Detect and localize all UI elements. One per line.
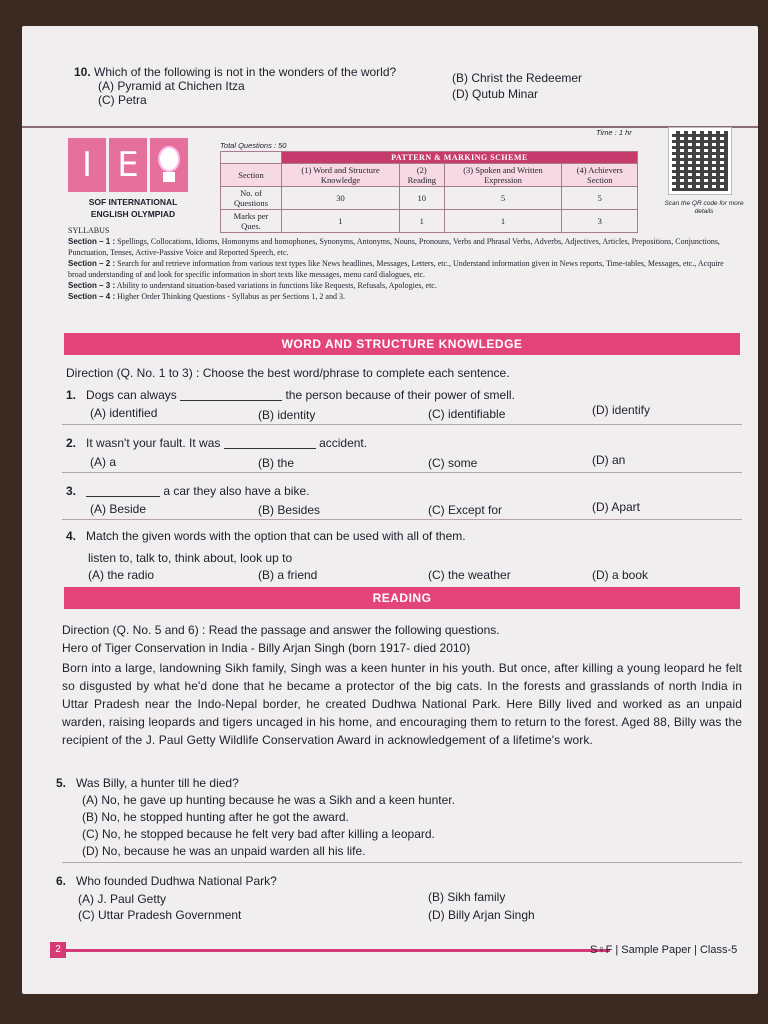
section-header-reading: READING (64, 587, 740, 609)
table-row: Marks per Ques. 1 1 1 3 (221, 210, 638, 233)
question-3: 3. a car they also have a bike. (66, 484, 310, 498)
q3-option-c: (C) Except for (428, 503, 503, 517)
question-5: 5. Was Billy, a hunter till he died? (56, 776, 239, 790)
q5-option-a: (A) No, he gave up hunting because he was a Sikh and a keen hunter. (82, 793, 455, 807)
footer-rule (62, 949, 610, 952)
reading-passage: Born into a large, landowning Sikh family, Singh was a keen hunter in his youth. But once, after killing a young leopard he felt so disgusted by what he'd done that he became a protector of the big cats. In the forests and grasslands of north India in Uttar Pradesh near the Indo-Nepal border, he created Dudhwa National Park. Here Billy lived and worked as an unpaid warden, raising leopards and tigers uncaged in his home, and encouraging them to return to the forest. Aged 88, Billy was the recipient of the J. Paul Getty Wildlife Conservation Award in acknowledgement of a lifetime's work. (62, 661, 742, 747)
logo-letter-e: E (109, 138, 147, 192)
logo-letter-i: I (68, 138, 106, 192)
q5-option-b: (B) No, he stopped hunting after he got the award. (82, 810, 349, 824)
q1-option-c: (C) identifiable (428, 407, 506, 421)
q4-option-d: (D) a book (592, 568, 649, 582)
bulb-icon (150, 138, 188, 192)
syllabus-section-3: Section – 3 : Ability to understand situation-based variations in functions like Requests, Refusals, Apologies, etc. (68, 281, 437, 290)
q2-option-c: (C) some (428, 456, 478, 470)
direction-text: Direction (Q. No. 1 to 3) : Choose the best word/phrase to complete each sentence. (66, 366, 510, 380)
divider (62, 472, 742, 473)
syllabus-section-1: Section – 1 : Spellings, Collocations, Idioms, Homonyms and homophones, Synonyms, Antonyms, Nouns, Pronouns, Verbs and Phrasal Verbs, Adverbs, Adjectives, Articles, Prepositions, Conjunctions, Punctuation, Tenses, Active-Passive Voice and Reported Speech, etc. (68, 237, 720, 257)
q1-option-a: (A) identified (90, 406, 158, 420)
qr-caption: Scan the QR code for more details (664, 200, 744, 215)
syllabus-section-2: Section – 2 : Search for and retrieve information from various text types like News headlines, Messages, Letters, etc., Understand information given in News reports, Time-tables, Messages, etc., Acquire broad understanding of and look for specific information in short texts like messages, menu card dialogues, etc. (68, 259, 724, 279)
q4-option-a: (A) the radio (88, 568, 155, 582)
q3-option-b: (B) Besides (258, 503, 321, 517)
q6-option-d: (D) Billy Arjan Singh (428, 908, 535, 922)
marking-scheme-table: PATTERN & MARKING SCHEME Section (1) Word and Structure Knowledge (2) Reading (3) Spoken and Written Expression (4) Achievers Section No. of Questions 30 10 5 5 Marks per Ques. 1 1 1 3 (220, 151, 638, 233)
footer-text: S♀F | Sample Paper | Class-5 (590, 944, 738, 956)
option-a: (A) Pyramid at Chichen Itza (98, 79, 245, 93)
q4-word-list: listen to, talk to, think about, look up to (88, 551, 293, 565)
question-2: 2. It wasn't your fault. It was accident. (66, 436, 368, 450)
question-4: 4. Match the given words with the option that can be used with all of them. (66, 529, 466, 543)
ieo-logo (68, 138, 188, 192)
table-title: PATTERN & MARKING SCHEME (281, 152, 637, 164)
syllabus-section-4: Section – 4 : Higher Order Thinking Questions - Syllabus as per Sections 1, 2 and 3. (68, 292, 345, 301)
q6-option-c: (C) Uttar Pradesh Government (78, 908, 242, 922)
q2-option-b: (B) the (258, 456, 295, 470)
option-c: (C) Petra (98, 93, 147, 107)
divider (22, 126, 758, 128)
divider (62, 862, 742, 863)
table-row: No. of Questions 30 10 5 5 (221, 187, 638, 210)
syllabus (68, 225, 742, 302)
answer-blank (224, 438, 316, 449)
answer-blank (180, 390, 282, 401)
q3-option-d: (D) Apart (592, 500, 641, 514)
option-b: (B) Christ the Redeemer (452, 71, 583, 85)
direction-text: Direction (Q. No. 5 and 6) : Read the passage and answer the following questions. (62, 623, 500, 637)
q1-option-b: (B) identity (258, 408, 316, 422)
answer-blank (86, 486, 160, 497)
divider (62, 519, 742, 520)
q5-option-d: (D) No, because he was an unpaid warden all his life. (82, 844, 366, 858)
qr-code-icon[interactable] (668, 127, 732, 195)
total-questions: Total Questions : 50 (220, 141, 287, 150)
q1-option-d: (D) identify (592, 403, 651, 417)
passage-heading: Hero of Tiger Conservation in India - Billy Arjan Singh (born 1917- died 2010) (62, 641, 471, 655)
syllabus-title: SYLLABUS (68, 226, 110, 235)
paper-sheet (22, 26, 758, 994)
option-d: (D) Qutub Minar (452, 87, 539, 101)
q2-option-a: (A) a (90, 455, 117, 469)
q4-option-c: (C) the weather (428, 568, 511, 582)
time-limit: Time : 1 hr (596, 128, 632, 137)
q3-option-a: (A) Beside (90, 502, 147, 516)
q6-option-b: (B) Sikh family (428, 890, 506, 904)
question-1: 1. Dogs can always the person because of their power of smell. (66, 388, 515, 402)
q6-option-a: (A) J. Paul Getty (78, 892, 167, 906)
q2-option-d: (D) an (592, 453, 626, 467)
question-text: Which of the following is not in the wonders of the world? (94, 65, 397, 79)
section-header-word-structure: WORD AND STRUCTURE KNOWLEDGE (64, 333, 740, 355)
question-number: 10. (74, 65, 91, 79)
olympiad-name: SOF INTERNATIONAL ENGLISH OLYMPIAD (88, 197, 178, 219)
q5-option-c: (C) No, he stopped because he felt very bad after killing a leopard. (82, 827, 435, 841)
divider (62, 424, 742, 425)
q4-option-b: (B) a friend (258, 568, 318, 582)
question-6: 6. Who founded Dudhwa National Park? (56, 874, 277, 888)
page-number: 2 (50, 942, 66, 958)
